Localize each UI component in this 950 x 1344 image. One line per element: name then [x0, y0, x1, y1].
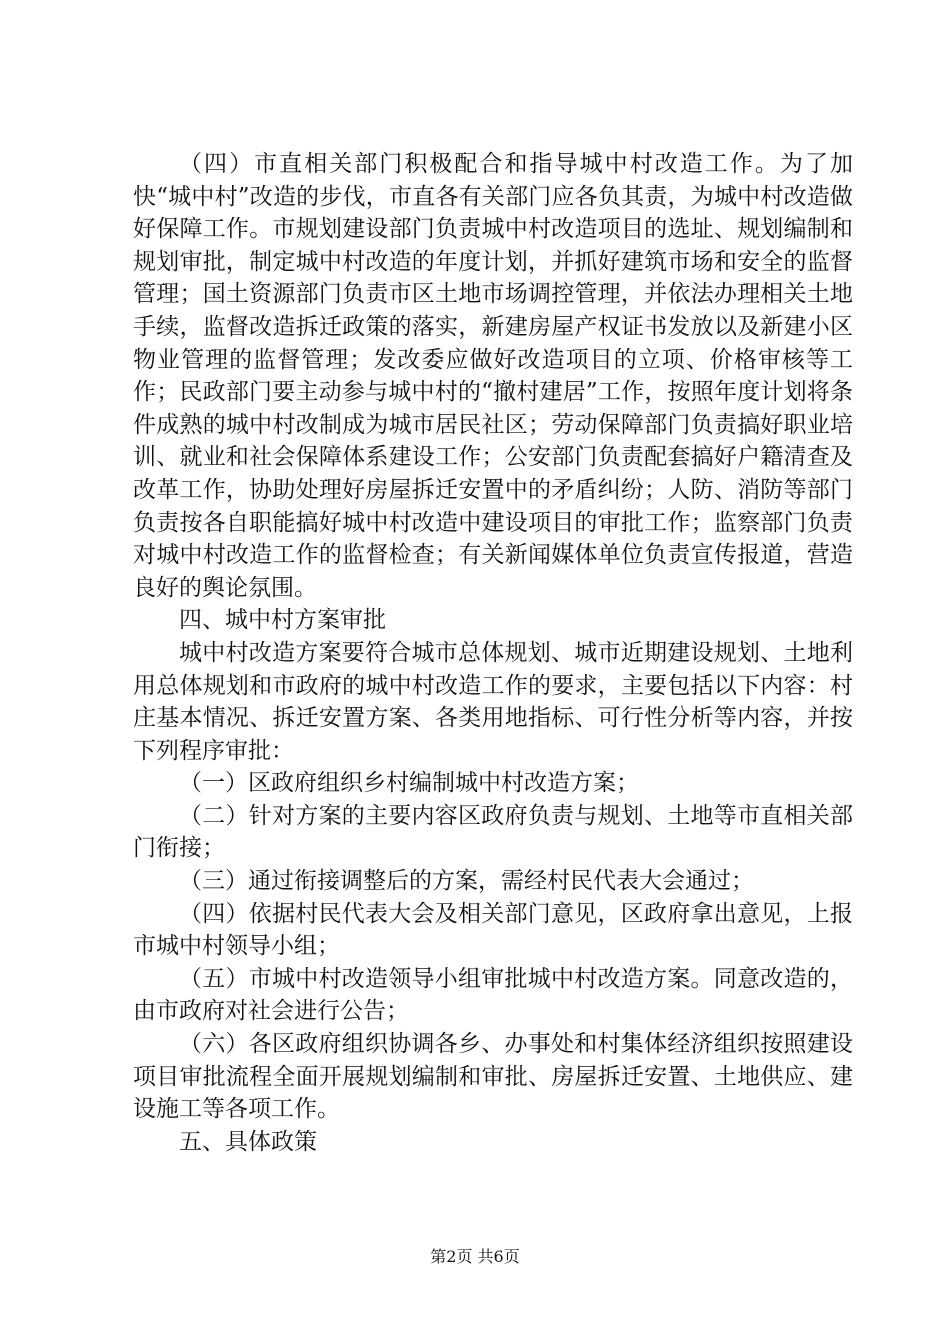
list-item-step-3: （三）通过衔接调整后的方案，需经村民代表大会通过；	[179, 868, 754, 895]
paragraph-plan-requirements: 城中村改造方案要符合城市总体规划、城市近期建设规划、土地利用总体规划和市政府的城中村改造工作的要求，主要包括以下内容：村庄基本情况、拆迁安置方案、各类用地指标、可行性分析等内容，并按下列程序审批：	[133, 639, 853, 764]
list-item-step-6: （六）各区政府组织协调各乡、办事处和村集体经济组织按照建设项目审批流程全面开展规划编制和审批、房屋拆迁安置、土地供应、建设施工等各项工作。	[133, 1031, 853, 1123]
list-item-step-1: （一）区政府组织乡村编制城中村改造方案；	[179, 770, 639, 797]
section-heading-specific-policy: 五、具体政策	[179, 1128, 317, 1155]
page-number-footer: 第2页 共6页	[430, 1247, 520, 1266]
list-item-step-4: （四）依据村民代表大会及相关部门意见，区政府拿出意见，上报市城中村领导小组；	[133, 900, 853, 960]
document-body	[133, 148, 853, 1158]
section-heading-plan-approval: 四、城中村方案审批	[179, 607, 386, 634]
list-item-step-2: （二）针对方案的主要内容区政府负责与规划、土地等市直相关部门衔接；	[133, 802, 853, 862]
list-item-step-5: （五）市城中村改造领导小组审批城中村改造方案。同意改造的，由市政府对社会进行公告；	[133, 965, 853, 1025]
paragraph-departments-cooperation: （四）市直相关部门积极配合和指导城中村改造工作。为了加快“城中村”改造的步伐，市直各有关部门应各负其责，为城中村改造做好保障工作。市规划建设部门负责城中村改造项目的选址、规划编制和规划审批，制定城中村改造的年度计划，并抓好建筑市场和安全的监督管理；国土资源部门负责市区土地市场调控管理，并依法办理相关土地手续，监督改造拆迁政策的落实，新建房屋产权证书发放以及新建小区物业管理的监督管理；发改委应做好改造项目的立项、价格审核等工作；民政部门要主动参与城中村的“撤村建居”工作，按照年度计划将条件成熟的城中村改制成为城市居民社区；劳动保障部门负责搞好职业培训、就业和社会保障体系建设工作；公安部门负责配套搞好户籍清查及改革工作，协助处理好房屋拆迁安置中的矛盾纠纷；人防、消防等部门负责按各自职能搞好城中村改造中建设项目的审批工作；监察部门负责对城中村改造工作的监督检查；有关新闻媒体单位负责宣传报道，营造良好的舆论氛围。	[133, 151, 853, 601]
